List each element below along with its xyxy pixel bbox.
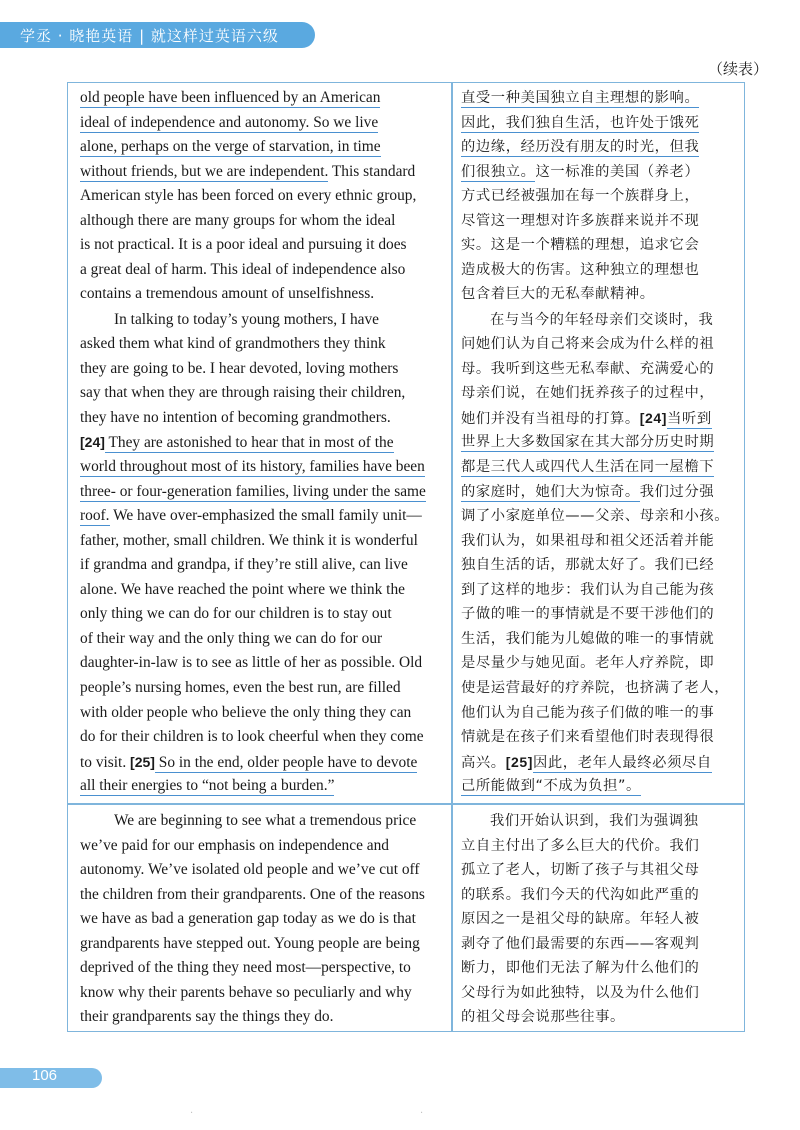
en-line: all their energies to “not being a burden.” xyxy=(80,777,335,794)
zh-line: 世界上大多数国家在其大部分历史时期 xyxy=(461,434,715,450)
zh-line: 原因之一是祖父母的缺席。年轻人被 xyxy=(461,911,700,927)
row-divider xyxy=(67,803,745,805)
question-number-24: [24] xyxy=(80,434,105,450)
en-line: alone, perhaps on the verge of starvation, in time xyxy=(80,138,381,155)
en-line: three- or four-generation families, living under the same xyxy=(80,483,426,500)
zh-line: 的家庭时，她们大为惊奇。我们过分强 xyxy=(461,484,715,500)
en-line: we have as bad a generation gap today as we do is that xyxy=(80,910,416,927)
zh-line: 她们并没有当祖母的打算。[24]当听到 xyxy=(461,410,712,427)
en-line: their grandparents say the things they do. xyxy=(80,1008,334,1025)
en-line: contains a tremendous amount of unselfishness. xyxy=(80,285,375,302)
en-line: the children from their grandparents. One of the reasons xyxy=(80,886,425,903)
zh-line: 包含着巨大的无私奉献精神。 xyxy=(461,286,655,302)
scan-speck: · xyxy=(420,1108,424,1119)
en-line: [24] They are astonished to hear that in most of the xyxy=(80,434,394,451)
en-line: of their way and the only thing we can do for our xyxy=(80,630,383,647)
question-number-25-zh: [25] xyxy=(505,754,533,770)
en-line: In talking to today’s young mothers, I have xyxy=(114,311,380,328)
zh-line: 实。这是一个糟糕的理想，追求它会 xyxy=(461,237,700,253)
zh-line: 我们开始认识到，我们为强调独 xyxy=(490,813,699,829)
en-line: alone. We have reached the point where we think the xyxy=(80,581,405,598)
en-line: old people have been influenced by an American xyxy=(80,89,381,106)
zh-line: 直受一种美国独立自主理想的影响。 xyxy=(461,90,700,106)
en-line: American style has been forced on every ethnic group, xyxy=(80,187,417,204)
en-line: asked them what kind of grandmothers they think xyxy=(80,335,386,352)
zh-line: 都是三代人或四代人生活在同一屋檐下 xyxy=(461,459,715,475)
en-line: they are going to be. I hear devoted, loving mothers xyxy=(80,360,399,377)
en-line: daughter-in-law is to see as little of her as possible. Old xyxy=(80,654,423,671)
zh-line: 因此，我们独自生活，也许处于饿死 xyxy=(461,115,700,131)
en-line: roof. We have over-emphasized the small family unit— xyxy=(80,507,422,524)
zh-line: 母亲们说，在她们抚养孩子的过程中， xyxy=(461,385,715,401)
zh-line: 高兴。[25]因此，老年人最终必须尽自 xyxy=(461,754,712,771)
scan-speck: · xyxy=(190,1108,194,1119)
en-line: with older people who believe the only thing they can xyxy=(80,704,412,721)
en-line: a great deal of harm. This ideal of independence also xyxy=(80,261,406,278)
zh-line: 情就是在孩子们来看望他们时表现得很 xyxy=(461,729,715,745)
en-line: do for their children is to look cheerful when they come xyxy=(80,728,424,745)
en-line: they have no intention of becoming grandmothers. xyxy=(80,409,391,426)
zh-line: 父母行为如此独特，以及为什么他们 xyxy=(461,985,700,1001)
page-number: 106 xyxy=(32,1067,58,1084)
zh-line: 子做的唯一的事情就是不要干涉他们的 xyxy=(461,606,715,622)
zh-line: 是尽量少与她见面。老年人疗养院，即 xyxy=(461,655,715,671)
en-line: we’ve paid for our emphasis on independence and xyxy=(80,837,389,854)
en-line: autonomy. We’ve isolated old people and we’ve cut off xyxy=(80,861,420,878)
question-number-25: [25] xyxy=(130,754,155,770)
en-line: world throughout most of its history, families have been xyxy=(80,458,425,475)
zh-line: 的祖父母会说那些往事。 xyxy=(461,1009,625,1025)
en-line: only thing we can do for our children is to stay out xyxy=(80,605,392,622)
zh-line: 调了小家庭单位——父亲、母亲和小孩。 xyxy=(461,508,730,524)
en-line: to visit. [25] So in the end, older people have to devote xyxy=(80,754,418,771)
zh-line: 独自生活的话，那就太好了。我们已经 xyxy=(461,557,715,573)
en-line: father, mother, small children. We think it is wonderful xyxy=(80,532,418,549)
en-line: if grandma and grandpa, if they’re still alive, can live xyxy=(80,556,408,573)
zh-line: 剥夺了他们最需要的东西——客观判 xyxy=(461,936,700,952)
column-divider xyxy=(451,82,453,1032)
en-line: deprived of the thing they need most—perspective, to xyxy=(80,959,411,976)
en-line: without friends, but we are independent. This standard xyxy=(80,163,416,180)
continued-label: （续表） xyxy=(707,60,768,78)
en-line: know why their parents behave so peculiarly and why xyxy=(80,984,412,1001)
zh-line: 方式已经被强加在每一个族群身上， xyxy=(461,188,700,204)
zh-line: 己所能做到“不成为负担”。 xyxy=(461,778,641,794)
zh-line: 断力，即他们无法了解为什么他们的 xyxy=(461,960,700,976)
zh-line: 的联系。我们今天的代沟如此严重的 xyxy=(461,887,700,903)
zh-line: 生活，我们能为儿媳做的唯一的事情就 xyxy=(461,631,715,647)
zh-line: 的边缘，经历没有朋友的时光，但我 xyxy=(461,139,700,155)
zh-line: 母。我听到这些无私奉献、充满爱心的 xyxy=(461,361,715,377)
zh-line: 使是运营最好的疗养院，也挤满了老人， xyxy=(461,680,730,696)
en-line: We are beginning to see what a tremendous price xyxy=(114,812,417,829)
zh-line: 问她们认为自己将来会成为什么样的祖 xyxy=(461,336,715,352)
question-number-24-zh: [24] xyxy=(639,410,668,426)
en-line: although there are many groups for whom the ideal xyxy=(80,212,396,229)
zh-line: 们很独立。这一标准的美国（养老） xyxy=(461,164,700,180)
zh-line: 造成极大的伤害。这种独立的理想也 xyxy=(461,262,700,278)
zh-line: 在与当今的年轻母亲们交谈时，我 xyxy=(490,312,714,328)
header-title: 学丞 · 晓艳英语 | 就这样过英语六级 xyxy=(20,27,279,45)
zh-line: 到了这样的地步：我们认为自己能为孩 xyxy=(461,582,715,598)
zh-line: 立自主付出了多么巨大的代价。我们 xyxy=(461,838,700,854)
zh-line: 我们认为，如果祖母和祖父还活着并能 xyxy=(461,533,715,549)
en-line: say that when they are through raising their children, xyxy=(80,384,406,401)
en-line: is not practical. It is a poor ideal and pursuing it does xyxy=(80,236,407,253)
zh-line: 他们认为自己能为孩子们做的唯一的事 xyxy=(461,705,715,721)
zh-line: 尽管这一理想对许多族群来说并不现 xyxy=(461,213,700,229)
en-line: grandparents have stepped out. Young people are being xyxy=(80,935,420,952)
zh-line: 孤立了老人，切断了孩子与其祖父母 xyxy=(461,862,700,878)
en-line: people’s nursing homes, even the best run, are filled xyxy=(80,679,401,696)
en-line: ideal of independence and autonomy. So we live xyxy=(80,114,379,131)
